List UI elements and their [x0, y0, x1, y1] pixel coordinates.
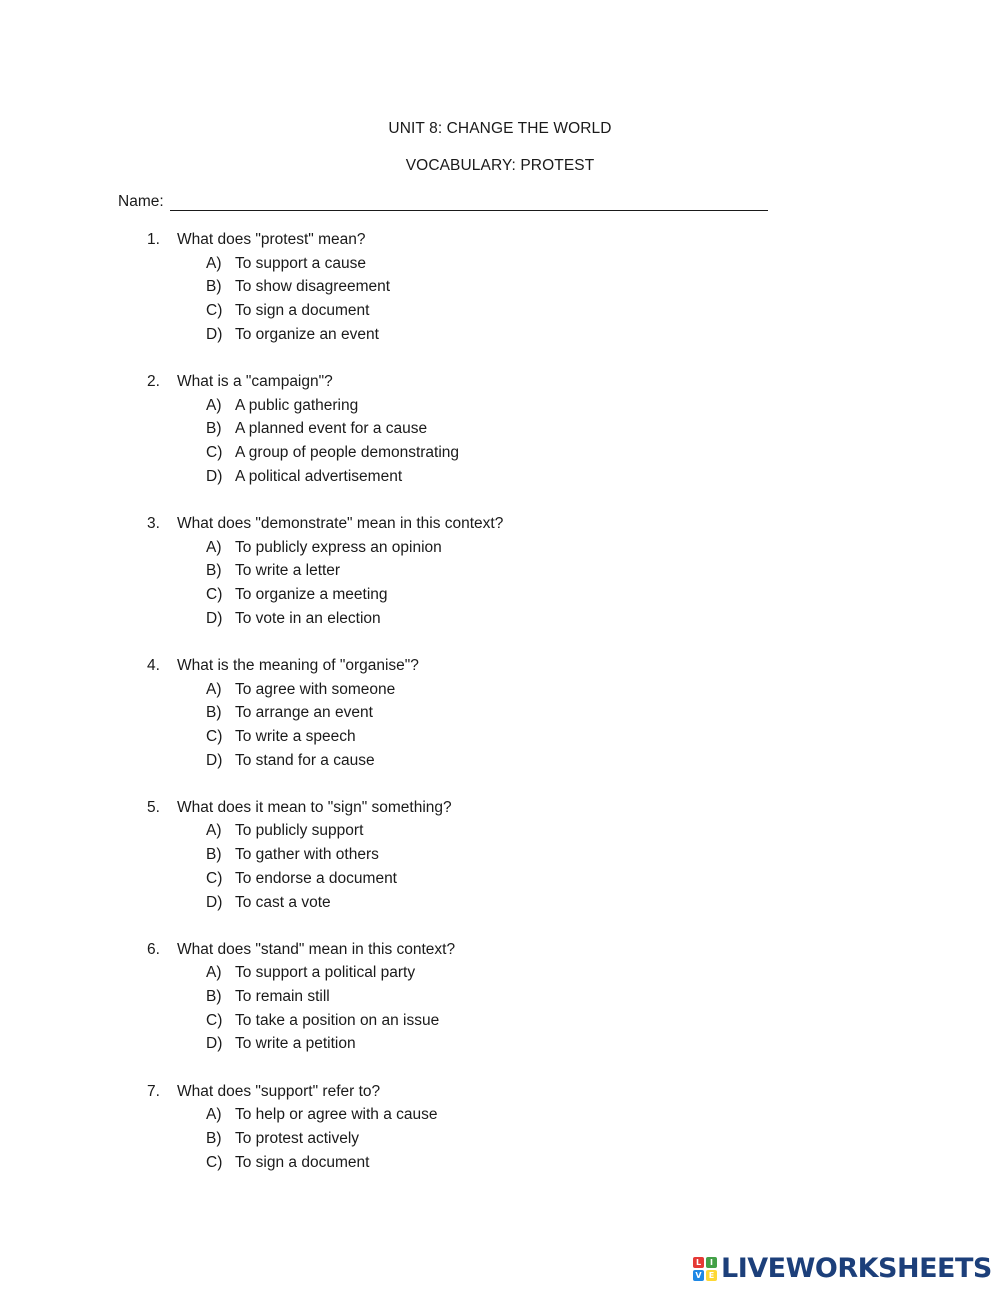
- option-letter: A): [206, 254, 222, 272]
- option-text: To take a position on an issue: [235, 1011, 440, 1029]
- option-text: To gather with others: [235, 846, 379, 864]
- option-letter: C): [206, 1011, 223, 1029]
- question-number: 3.: [147, 514, 160, 532]
- answer-option[interactable]: [0, 893, 1000, 917]
- logo-mark-tile: I: [706, 1257, 717, 1268]
- option-text: To stand for a cause: [235, 751, 375, 769]
- answer-option[interactable]: [0, 869, 1000, 893]
- question-number: 1.: [147, 231, 160, 248]
- logo-mark-tile: V: [693, 1270, 704, 1281]
- question-text: What does it mean to "sign" something?: [177, 798, 452, 816]
- question-text: What does "protest" mean?: [177, 231, 366, 248]
- name-label: Name:: [118, 193, 164, 210]
- answer-option[interactable]: [0, 325, 1000, 349]
- answer-option[interactable]: [0, 963, 1000, 987]
- name-input-line[interactable]: [170, 194, 768, 211]
- answer-option[interactable]: [0, 845, 1000, 869]
- option-letter: D): [206, 609, 223, 627]
- option-letter: D): [206, 751, 223, 769]
- answer-option[interactable]: [0, 1011, 1000, 1035]
- option-letter: B): [206, 988, 222, 1006]
- option-text: To sign a document: [235, 302, 370, 320]
- option-letter: C): [206, 727, 223, 745]
- option-text: A political advertisement: [235, 467, 403, 485]
- answer-option[interactable]: [0, 609, 1000, 633]
- answer-option[interactable]: [0, 1034, 1000, 1058]
- option-text: To cast a vote: [235, 893, 331, 911]
- name-row: [118, 193, 768, 211]
- option-letter: B): [206, 562, 222, 580]
- answer-option[interactable]: [0, 396, 1000, 420]
- liveworksheets-logo: [693, 1254, 992, 1284]
- question-text: What does "demonstrate" mean in this context?: [177, 514, 504, 532]
- option-text: To arrange an event: [235, 704, 373, 722]
- option-text: To agree with someone: [235, 680, 396, 698]
- option-text: To support a political party: [235, 964, 416, 982]
- option-text: To vote in an election: [235, 609, 381, 627]
- option-text: To remain still: [235, 988, 330, 1006]
- question-row: [0, 798, 1000, 822]
- answer-option[interactable]: [0, 419, 1000, 443]
- option-letter: B): [206, 1130, 222, 1147]
- option-letter: B): [206, 846, 222, 864]
- option-letter: C): [206, 869, 223, 887]
- option-text: To protest actively: [235, 1130, 360, 1147]
- logo-mark-tile: E: [706, 1270, 717, 1281]
- question-number: 7.: [147, 1082, 160, 1100]
- question-text: What is a "campaign"?: [177, 372, 333, 390]
- question-number: 5.: [147, 798, 160, 816]
- question-7: [0, 1082, 1000, 1177]
- question-text: What does "stand" mean in this context?: [177, 940, 456, 958]
- question-row: [0, 514, 1000, 538]
- option-text: To endorse a document: [235, 869, 397, 887]
- option-text: To organize a meeting: [235, 585, 388, 603]
- option-letter: C): [206, 302, 223, 320]
- option-letter: D): [206, 893, 223, 911]
- option-letter: A): [206, 822, 222, 840]
- answer-option[interactable]: [0, 277, 1000, 301]
- question-2: [0, 372, 1000, 490]
- question-row: [0, 656, 1000, 680]
- answer-option[interactable]: [0, 585, 1000, 609]
- option-text: To support a cause: [235, 254, 366, 272]
- question-row: [0, 1082, 1000, 1106]
- question-row: [0, 230, 1000, 254]
- question-number: 6.: [147, 940, 160, 958]
- option-text: To publicly express an opinion: [235, 538, 442, 556]
- question-6: [0, 940, 1000, 1058]
- answer-option[interactable]: [0, 703, 1000, 727]
- answer-option[interactable]: [0, 751, 1000, 775]
- answer-option[interactable]: [0, 538, 1000, 562]
- option-letter: B): [206, 704, 222, 722]
- question-text: What is the meaning of "organise"?: [177, 656, 419, 674]
- option-letter: A): [206, 1106, 222, 1124]
- option-text: To write a letter: [235, 562, 341, 580]
- unit-title: UNIT 8: CHANGE THE WORLD: [388, 120, 612, 137]
- option-text: A group of people demonstrating: [235, 444, 460, 461]
- logo-mark-tile: L: [693, 1257, 704, 1268]
- option-text: A planned event for a cause: [235, 420, 428, 438]
- option-text: To help or agree with a cause: [235, 1106, 438, 1124]
- option-text: To organize an event: [235, 325, 379, 343]
- option-letter: C): [206, 444, 223, 461]
- answer-option[interactable]: [0, 1153, 1000, 1177]
- option-letter: B): [206, 278, 222, 296]
- answer-option[interactable]: [0, 680, 1000, 704]
- option-text: To sign a document: [235, 1153, 370, 1171]
- answer-option[interactable]: [0, 301, 1000, 325]
- logo-text: LIVEWORKSHEETS: [721, 1253, 992, 1284]
- answer-option[interactable]: [0, 443, 1000, 467]
- question-row: [0, 372, 1000, 396]
- option-letter: D): [206, 467, 223, 485]
- question-list: [0, 230, 1000, 1200]
- option-letter: A): [206, 538, 222, 556]
- answer-option[interactable]: [0, 561, 1000, 585]
- option-letter: A): [206, 964, 222, 982]
- option-text: To show disagreement: [235, 278, 391, 296]
- question-number: 4.: [147, 656, 160, 674]
- answer-option[interactable]: [0, 467, 1000, 491]
- option-letter: D): [206, 325, 223, 343]
- option-text: To write a petition: [235, 1035, 356, 1053]
- answer-option[interactable]: [0, 1105, 1000, 1129]
- option-letter: C): [206, 1153, 223, 1171]
- question-number: 2.: [147, 372, 160, 390]
- answer-option[interactable]: [0, 987, 1000, 1011]
- question-1: [0, 230, 1000, 348]
- answer-option[interactable]: [0, 1129, 1000, 1153]
- question-text: What does "support" refer to?: [177, 1082, 381, 1100]
- logo-mark-icon: [693, 1257, 717, 1281]
- option-text: To publicly support: [235, 822, 364, 840]
- answer-option[interactable]: [0, 727, 1000, 751]
- option-letter: B): [206, 420, 222, 438]
- answer-option[interactable]: [0, 254, 1000, 278]
- question-3: [0, 514, 1000, 632]
- option-letter: A): [206, 396, 222, 414]
- question-4: [0, 656, 1000, 774]
- option-letter: C): [206, 585, 223, 603]
- option-letter: D): [206, 1035, 223, 1053]
- option-text: To write a speech: [235, 727, 356, 745]
- answer-option[interactable]: [0, 821, 1000, 845]
- question-row: [0, 940, 1000, 964]
- option-letter: A): [206, 680, 222, 698]
- vocabulary-subtitle: VOCABULARY: PROTEST: [405, 157, 595, 174]
- question-5: [0, 798, 1000, 916]
- option-text: A public gathering: [235, 396, 359, 414]
